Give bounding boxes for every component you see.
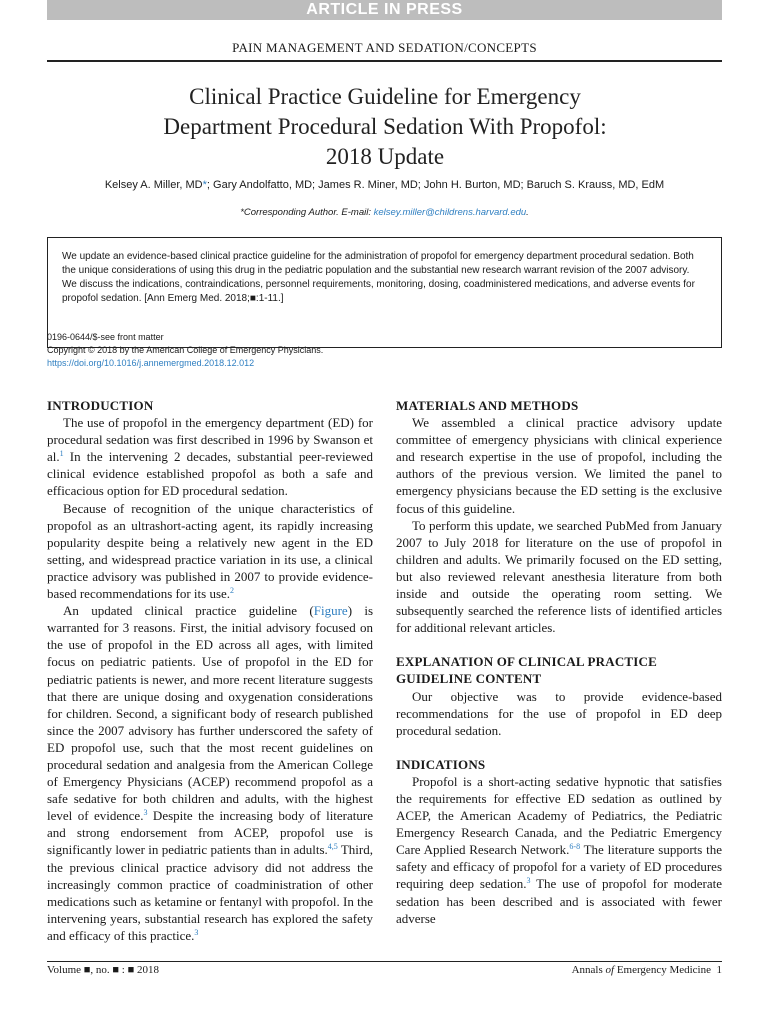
intro-paragraph-2 <box>47 500 373 603</box>
journal-name: Annals <box>571 964 606 976</box>
indications-paragraph <box>396 773 722 927</box>
reference-link[interactable]: 3 <box>143 808 148 818</box>
front-matter <box>47 331 447 370</box>
text: Propofol is a short-acting sedative hypnotic that satisfies the requirements for effective ED sedation as outlined by ACEP, the American Academy of Pediatrics, the Pediatric Emergency Research Canada, and the Pediatric Emergency Care Applied Research Network. <box>396 773 722 858</box>
title-line-2: Department Procedural Sedation With Propofol: <box>163 114 607 139</box>
reference-link[interactable]: 3 <box>526 876 531 886</box>
journal-name-end: Emergency Medicine <box>614 964 711 976</box>
journal-footer <box>572 964 722 976</box>
title-line-3: 2018 Update <box>325 144 445 169</box>
article-in-press-banner: ARTICLE IN PRESS <box>47 0 722 20</box>
reference-link[interactable]: 4,5 <box>327 842 338 852</box>
text: Third, the previous clinical practice advisory did not address the increasingly common practice of coadministration of other medications such as ketamine or fentanyl with propofol. In the intervening years, substantial research has explored the safety and efficacy of this practice. <box>47 842 373 943</box>
text: Because of recognition of the unique characteristics of propofol as an ultrashort-acting agent, its rapidly increasing popularity despite being a relatively new agent in the ED setting, and widespread practice variation in its use, a clinical practice advisory was published in 2007 to provide evidence-based recommendations for its use. <box>47 500 373 602</box>
reference-link[interactable]: 6-8 <box>569 842 581 852</box>
figure-link[interactable]: Figure <box>313 603 348 619</box>
methods-paragraph-2: To perform this update, we searched PubMed from January 2007 to July 2018 for literature on the use of propofol in children and adults. We primarily focused on the ED setting, but also reviewed relevant anesthesia literature from both inside and outside the operating room setting. We subsequently searched the reference lists of identified articles for additional relevant articles. <box>396 517 722 636</box>
issn-line: 0196-0644/$-see front matter <box>47 332 164 342</box>
indications-heading: INDICATIONS <box>396 756 486 772</box>
footer-rule <box>47 961 722 962</box>
journal-name-of: of <box>605 964 615 976</box>
reference-link[interactable]: 2 <box>230 586 235 596</box>
page-number: 1 <box>716 964 722 976</box>
methods-heading: MATERIALS AND METHODS <box>396 398 579 413</box>
explanation-paragraph: Our objective was to provide evidence-based recommendations for the use of propofol in ED deep procedural sedation. <box>396 688 722 738</box>
correspondence-line <box>47 207 722 218</box>
spacer <box>396 636 722 653</box>
abstract-box: We update an evidence-based clinical practice guideline for the administration of propofol for emergency department procedural sedation. Both the unique considerations of using this drug in the pediatric population and the substantial new research warrant revision of the 2007 advisory. We discuss the indications, contraindications, personnel requirements, monitoring, dosing, coadministered medications, and adverse events for propofol sedation. [Ann Emerg Med. 2018;■:1-11.] <box>47 237 722 348</box>
text: Despite the increasing body of literature and strong endorsement from ACEP, propofol use is significantly lower in pediatric patients than in adults. <box>47 808 373 858</box>
title-line-1: Clinical Practice Guideline for Emergency <box>189 84 581 109</box>
copyright-line: Copyright © 2018 by the American College of Emergency Physicians. <box>47 345 324 355</box>
first-author: Kelsey A. Miller, MD <box>104 179 203 191</box>
correspondence-end: . <box>526 207 529 218</box>
correspondence-label: *Corresponding Author. E-mail: <box>240 207 374 218</box>
text: The use of propofol for moderate sedation has been described and is associated with fewer adverse <box>396 876 722 926</box>
section-heading: PAIN MANAGEMENT AND SEDATION/CONCEPTS <box>232 40 537 55</box>
text: ) is warranted for 3 reasons. First, the initial advisory focused on the use of propofol in the ED across all ages, with limited focus on pediatric patients. Use of propofol in the ED for pediatric patients is newer, and more recent literature suggests that there are unique dosing and oxygenation considerations for children. Second, a significant body of research published since the 2007 advisory has further underscored the safety of ED propofol use, such that the most recent guidelines on procedural sedation and analgesia from the American College of Emergency Physicians (ACEP) recommend propofol as a safe sedative for both children and adults, with the highest level of evidence. <box>47 603 374 824</box>
methods-paragraph-1: We assembled a clinical practice advisory update committee of emergency physicians with clinical experience and research expertise in the use of propofol, including the authors of the previous version. We limited the panel to emergency physicians because the ED setting is the exclusive focus of this guideline. <box>396 415 722 516</box>
right-column <box>396 397 722 927</box>
corresponding-author-marker[interactable]: * <box>202 179 207 191</box>
intro-paragraph-3 <box>47 602 373 944</box>
volume-info: Volume ■, no. ■ : ■ 2018 <box>47 964 160 976</box>
reference-link[interactable]: 1 <box>59 449 64 459</box>
text: The use of propofol in the emergency department (ED) for procedural sedation was first described in 1996 by Swanson et al. <box>47 415 373 465</box>
other-authors: ; Gary Andolfatto, MD; James R. Miner, MD; John H. Burton, MD; Baruch S. Krauss, MD, EdM <box>206 179 665 191</box>
header-rule <box>47 60 722 62</box>
correspondence-email-link[interactable]: kelsey.miller@childrens.harvard.edu <box>373 207 527 218</box>
left-column <box>47 397 373 944</box>
article-title <box>80 82 690 172</box>
author-list <box>47 179 722 191</box>
explanation-heading: EXPLANATION OF CLINICAL PRACTICE GUIDELINE CONTENT <box>396 654 658 687</box>
introduction-heading: INTRODUCTION <box>47 398 154 413</box>
text: The literature supports the safety and efficacy of propofol for a variety of ED procedures requiring deep sedation. <box>396 842 722 892</box>
reference-link[interactable]: 3 <box>194 927 199 937</box>
spacer <box>396 739 722 756</box>
doi-link[interactable]: https://doi.org/10.1016/j.annemergmed.2018.12.012 <box>47 358 255 368</box>
text: An updated clinical practice guideline ( <box>63 603 314 619</box>
text: In the intervening 2 decades, substantial peer-reviewed clinical evidence established propofol as both a safe and efficacious option for ED procedural sedation. <box>47 449 373 499</box>
intro-paragraph-1 <box>47 414 373 499</box>
